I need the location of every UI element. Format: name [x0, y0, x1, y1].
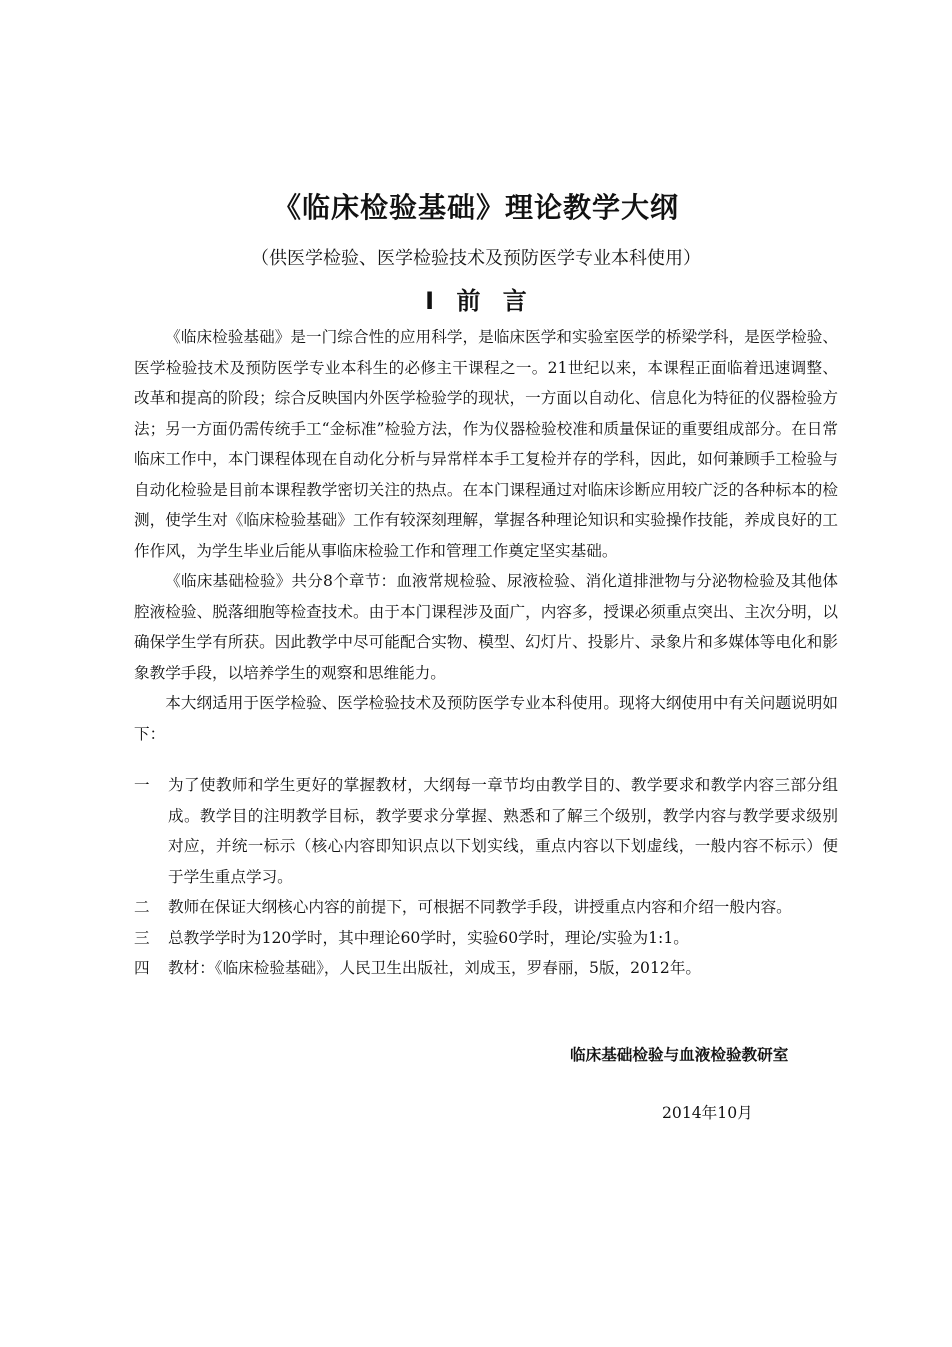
list-item-text: 教材：《临床检验基础》，人民卫生出版社，刘成玉，罗春丽，5版，2012年。 — [168, 959, 702, 977]
list-item-number: 四 — [134, 959, 150, 977]
preface-paragraph: 《临床检验基础》是一门综合性的应用科学，是临床医学和实验室医学的桥梁学科，是医学检验、医学检验技术及预防医学专业本科生的必修主干课程之一。21世纪以来，本课程正面临着迅速调整、改革和提高的阶段；综合反映国内外医学检验学的现状，一方面以自动化、信息化为特征的仪器检验方法；另一方面仍需传统手工“金标准”检验方法，作为仪器检验校准和质量保证的重要组成部分。在日常临床工作中，本门课程体现在自动化分析与异常样本手工复检并存的学科，因此，如何兼顾手工检验与自动化检验是目前本课程教学密切关注的热点。在本门课程通过对临床诊断应用较广泛的各种标本的检测，使学生对《临床检验基础》工作有较深刻理解，掌握各种理论知识和实验操作技能，养成良好的工作作风，为学生毕业后能从事临床检验工作和管理工作奠定坚实基础。 — [134, 328, 838, 560]
list-item — [134, 770, 838, 892]
list-item-number: 三 — [134, 928, 150, 947]
document-title: 《临床检验基础》理论教学大纲 — [272, 191, 679, 224]
document-date: 2014年10月 — [662, 1104, 753, 1122]
usage-notes-list — [134, 770, 838, 984]
list-item — [134, 953, 838, 984]
list-item-number: 一 — [134, 776, 150, 794]
list-item — [134, 923, 838, 954]
preface-paragraph: 本大纲适用于医学检验、医学检验技术及预防医学专业本科使用。现将大纲使用中有关问题说明如下： — [134, 694, 838, 743]
document-subtitle: （供医学检验、医学检验技术及预防医学专业本科使用） — [251, 248, 701, 269]
list-item-text: 教师在保证大纲核心内容的前提下，可根据不同教学手段，讲授重点内容和介绍一般内容。 — [168, 898, 792, 916]
department-signature: 临床基础检验与血液检验教研室 — [570, 1046, 789, 1064]
list-item-text: 为了使教师和学生更好的掌握教材，大纲每一章节均由教学目的、教学要求和教学内容三部分组成。教学目的注明教学目标，教学要求分掌握、熟悉和了解三个级别，教学内容与教学要求级别对应，并统一标示（核心内容即知识点以下划实线，重点内容以下划虚线，一般内容不标示）便于学生重点学习。 — [168, 776, 838, 886]
preface-body — [134, 322, 838, 749]
section-heading: Ⅰ 前 言 — [425, 287, 527, 315]
list-item-text: 总教学学时为120学时，其中理论60学时，实验60学时，理论/实验为1:1。 — [168, 928, 689, 947]
list-item-number: 二 — [134, 898, 150, 916]
list-item — [134, 892, 838, 923]
preface-paragraph: 《临床基础检验》共分8个章节：血液常规检验、尿液检验、消化道排泄物与分泌物检验及其他体腔液检验、脱落细胞等检查技术。由于本门课程涉及面广，内容多，授课必须重点突出、主次分明，以确保学生学有所获。因此教学中尽可能配合实物、模型、幻灯片、投影片、录象片和多媒体等电化和影象教学手段，以培养学生的观察和思维能力。 — [134, 572, 838, 682]
